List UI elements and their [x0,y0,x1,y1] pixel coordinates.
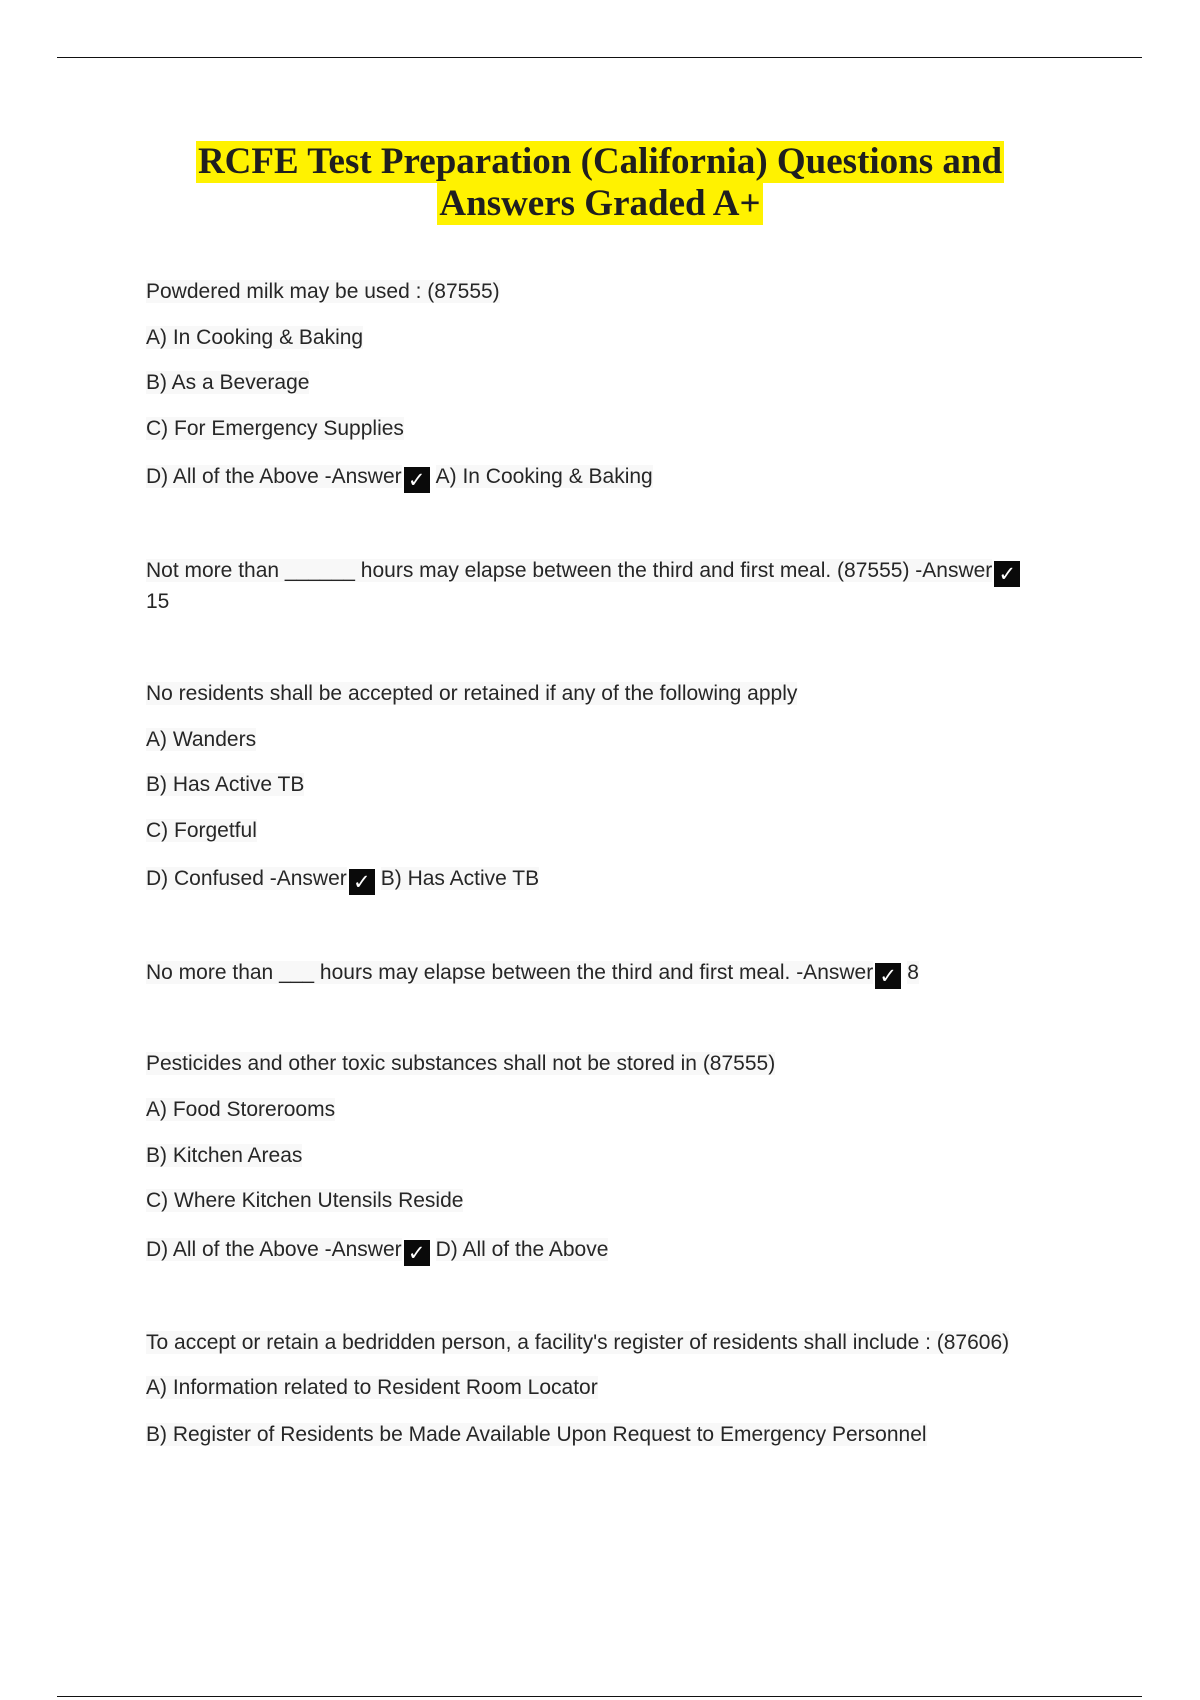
option-d-with-answer: D) Confused -Answer ✓ B) Has Active TB [146,867,540,894]
option-b: B) Has Active TB [146,773,305,796]
check-mark-icon: ✓ [404,1240,430,1266]
check-mark-icon: ✓ [349,869,375,895]
option-b: B) As a Beverage [146,371,310,394]
answer-text: 15 [146,590,170,613]
question-text: Powdered milk may be used : (87555) [146,280,500,303]
question-text: To accept or retain a bedridden person, a facility's register of residents shall include : (87606) [146,1331,1010,1354]
answer-text: A) In Cooking & Baking [435,465,653,488]
option-d-with-answer: D) All of the Above -Answer ✓ A) In Cooking & Baking [146,465,653,492]
question-text: Not more than ______ hours may elapse between the third and first meal. (87555) -Answer ✓ [146,557,1026,587]
answer-text: 8 [907,961,919,984]
check-mark-icon: ✓ [875,963,901,989]
document-title [0,141,1200,225]
question-text: No residents shall be accepted or retained if any of the following apply [146,682,798,705]
header-rule [57,57,1142,58]
title-line-2: Answers Graded A+ [439,183,761,224]
option-a: A) Wanders [146,728,257,751]
answer-text: B) Has Active TB [380,867,540,890]
option-b: B) Register of Residents be Made Available Upon Request to Emergency Personnel [146,1423,927,1446]
option-a: A) In Cooking & Baking [146,326,364,349]
check-mark-icon: ✓ [404,467,430,493]
option-d-with-answer: D) All of the Above -Answer ✓ D) All of the Above [146,1238,609,1265]
option-c: C) Forgetful [146,819,257,842]
footer-rule [57,1696,1142,1697]
answer-text: D) All of the Above [435,1238,609,1261]
question-text: No more than ___ hours may elapse between the third and first meal. -Answer ✓ 8 [146,961,919,988]
question-text: Pesticides and other toxic substances shall not be stored in (87555) [146,1052,776,1075]
title-line-1: RCFE Test Preparation (California) Questions and [197,141,1003,182]
check-mark-icon: ✓ [994,561,1020,587]
option-c: C) For Emergency Supplies [146,417,404,440]
option-b: B) Kitchen Areas [146,1144,303,1167]
option-a: A) Food Storerooms [146,1098,336,1121]
option-c: C) Where Kitchen Utensils Reside [146,1189,464,1212]
option-a: A) Information related to Resident Room Locator [146,1376,598,1399]
